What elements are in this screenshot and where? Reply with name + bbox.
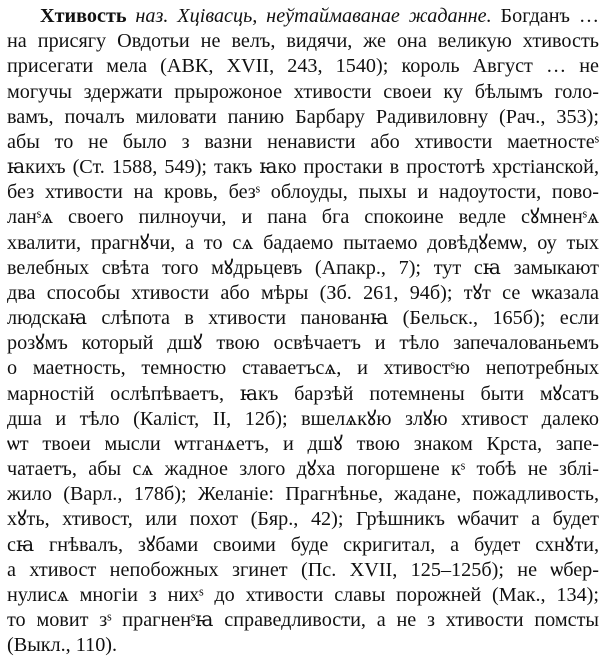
entry-line-26: (Выкл., 110). [7,634,118,656]
entry-line-10: хвалити, прагнꙋчи, а то сѧ бадаемо пытаемо довѣдꙋемѡ, оу тых [7,232,599,254]
entry-line-19: чатаетъ, абы сѧ жадное злого дꙋха погоршене кˢ тобѣ не зблі- [7,458,599,480]
entry-line-18: ѡт твоеи мысли ѡтганѧетъ, и дшꙋ твою знаком Крста, запе- [7,433,599,455]
entry-line-2: на присягу Овдотьи не велъ, видячи, же она великую хтивость [7,30,599,52]
entry-line-22: сꙗ гнѣвалъ, зꙋбами своими буде скригитал, а будет схнꙋти, [7,534,599,556]
entry-line-16: марностій ослѣпѣваетъ, ꙗкъ барзѣй потемнены быти мꙋсатъ [7,383,599,405]
entry-line-9: ланˢѧ своего пилноучи, и пана бга спокоине ведле сꙋмненˢѧ [7,206,599,228]
entry-gloss: наз. Хцівасць, неўтаймаванае жаданне. [135,5,492,27]
entry-line-4: могучы здержати прырожоное хтивости своеи ку бѣлымъ голо- [7,81,599,103]
entry-line-17: дша и тѣло (Каліст, II, 12б); вшелѧкꙋю злꙋю хтивост далеко [7,408,599,430]
entry-line-13: людскаꙗ слѣпота в хтивости панованꙗ (Бельск., 165б); если [7,307,599,329]
entry-line-1 [40,2,599,30]
entry-line-3: присегати мела (АВК, XVII, 243, 1540); король Август … не [7,55,599,77]
headword: Хтивость [40,5,127,27]
entry-line-25: то мовит зˢ прагненˢꙗ справедливости, а не з хтивости помсты [7,609,599,631]
entry-line-21: хꙋть, хтивост, или похот (Бяр., 42); Грѣшникъ ѡбачит а будет [7,508,599,530]
entry-line-24: нулисѧ многіи з нихˢ до хтивости славы порожней (Мак., 134); [7,584,599,606]
entry-line-14: розꙋмъ который дшꙋ твою освѣчаетъ и тѣло запечалованьемъ [7,332,599,354]
entry-line-15: о маетность, темностю ставаетъсѧ, и хтивостˢю непотребных [7,357,599,379]
entry-line-8: без хтивости на кровь, безˢ облоуды, пыхы и надоутости, пово- [7,181,599,203]
entry-text: Богданъ … [500,5,599,27]
entry-line-5: вамъ, почалъ миловати панию Барбару Радивиловну (Рач., 353); [7,106,599,128]
entry-line-20: жило (Варл., 178б); Желаніе: Прагнѣнье, жадане, пожадливость, [7,483,599,505]
entry-line-6: абы то не было з вазни ненависти або хтивости маетностеˢ [7,131,599,153]
entry-line-12: два способы хтивости або мѣры (Зб. 261, 94б); тꙋт се ѡказала [7,282,599,304]
entry-line-7: ꙗкихъ (Ст. 1588, 549); такъ ꙗко простаки в простотѣ хрстіанской, [7,156,599,178]
entry-line-23: а хтивост непобожных згинет (Пс. XVII, 125–125б); не ѡбер- [7,559,599,581]
entry-line-11: велебных свѣта того мꙋдрьцевъ (Апакр., 7); тут сꙗ замыкают [7,257,599,279]
